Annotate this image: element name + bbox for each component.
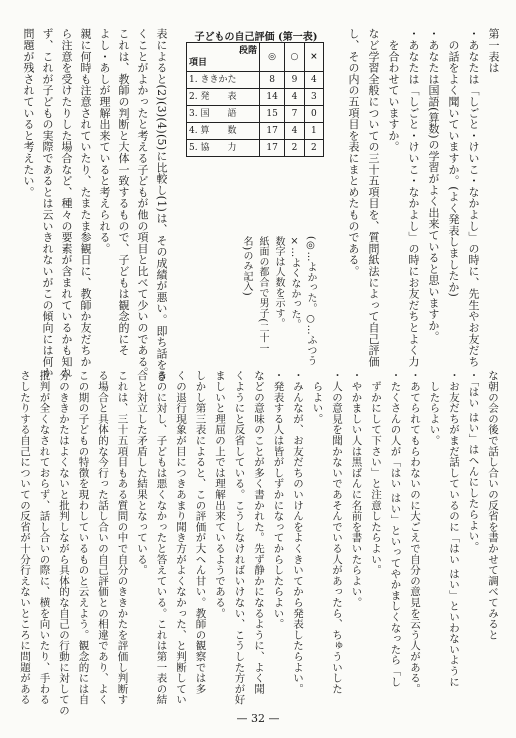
table-row	[187, 89, 324, 106]
corner-stage-label: 段階	[238, 46, 257, 56]
table-title: 子どもの自己評価 (第一表)	[194, 32, 318, 43]
bottom-block-line: 批判が全くなされておらず、話し合いの際に、横を向いたり、手わる	[38, 370, 51, 705]
cell: 1	[304, 123, 323, 140]
table-header-row	[187, 43, 324, 72]
bottom-block-line: ・人の意見を聞かないであそんでいる人があったら、ちゅういした	[331, 370, 343, 694]
header-circle: ○	[285, 43, 305, 72]
left-block-line: 表によると(2)(3)(4)(5)に比較し(1)は、その成績が悪い。即ち話をき	[155, 28, 168, 382]
table-row	[187, 106, 324, 123]
bottom-block-line: る場合と具体的な今行った話し合いの自己評価との相違であり、よく	[97, 370, 109, 705]
bottom-block-line: くようにと反省している。こうしなければいけない、こうした方が好	[233, 370, 246, 705]
bottom-block-line: などの意味のことが多く書かれた。先ず静かになるように、よく聞	[253, 370, 265, 694]
cell: 4	[285, 123, 305, 140]
cell: 14	[260, 89, 285, 106]
bottom-block-line: くの退行現象が目につきあまり聞き方がよくなかった、と判断してい	[175, 370, 187, 705]
legend-line: 数字は人数を示す。	[273, 236, 284, 329]
right-block-line: し、その内の五項目を表にまとめたものである。	[347, 28, 360, 277]
bottom-block-line: 分のききかたはよくないと批判しながら具体的な自己の行動に対しての	[58, 370, 70, 716]
bottom-block-line: るのに対し、子どもは悪くなかったと答えている。これは第一表の結	[155, 370, 168, 705]
cell: 8	[260, 72, 285, 89]
left-block-line: 親に何時も注意されていたり、たまたま参観日に、教師か友だちか	[79, 28, 92, 367]
bottom-block-line: ・お友だちがまだ話しているのに「はい はい」といわないように	[448, 370, 460, 687]
bottom-block-line: ・やかましい人は黒ばんに名前を書いたらよい。	[350, 370, 363, 608]
bottom-block-line: したらよい。	[428, 370, 441, 446]
bottom-block-line: ・みんなが、お友だちのいけんをよくきいてから発表したらよい。	[292, 370, 304, 694]
bottom-block-line: しかし第三表によると、この評価が大へん甘い。教師の観察では多	[194, 370, 207, 694]
bottom-block-line: これは、三十五項目もある質問の中で自分のききかたを評価し判断す	[116, 370, 129, 705]
row-label: 2. 発 表	[187, 89, 260, 106]
left-block-line: よし・あしが理解出来ていると考えられる。	[98, 28, 111, 254]
bottom-block-line: らよい。	[311, 370, 324, 424]
self-evaluation-table	[186, 42, 324, 157]
row-label: 4. 算 数	[187, 123, 260, 140]
right-block-line: を合わせていますか。	[387, 28, 400, 153]
bottom-block-line: さしたりする自己についての反省が十分行えないところに問題がある	[19, 370, 31, 705]
header-double-circle: ◎	[260, 43, 285, 72]
bottom-block-line: ・あてられてもらわないのに大ごえで自分の意見を云う人がある。	[409, 370, 421, 694]
table-row	[187, 123, 324, 140]
right-block-line: 第一表は	[487, 28, 500, 74]
legend-line: (◎…よかった。○…ふつう	[305, 236, 316, 366]
bottom-block-line: 合と対立した矛盾した結果となっている。	[136, 370, 148, 576]
table-row	[187, 72, 324, 89]
legend-line: 名)のみ記入)	[241, 236, 252, 296]
right-block-line: ・あなたは国語(算数)の学習がよく出来ていると思いますか。	[427, 28, 440, 343]
bottom-block-line: ・発表する人は皆がしずかになってからしたらよい。	[272, 370, 285, 630]
bottom-block-line: ずかにして下さい」と注意したらよい。	[370, 370, 382, 576]
cell: 4	[285, 89, 305, 106]
cell: 2	[304, 140, 323, 157]
bottom-block-line: ・たくさんの人が「はい はい」といってやかましくなったら「し	[389, 370, 402, 687]
cell: 15	[260, 106, 285, 123]
cell: 0	[304, 106, 323, 123]
page-number: — 32 —	[236, 712, 280, 725]
right-block-line: の話をよく聞いていますか。(よく発表しましたか)	[447, 28, 460, 298]
bottom-block-line: ・「はい はい」はへんにしたらよい。	[467, 370, 480, 552]
left-block-line: 問題が残されていると考えたい。	[22, 28, 35, 198]
left-block-line: これは、教師の判断と大体一致するもので、子どもは観念的にそ	[117, 28, 130, 356]
corner-item-label: 項目	[189, 58, 208, 68]
cell: 7	[285, 106, 305, 123]
legend-line: 紙面の都合で男子(二十一	[257, 236, 268, 354]
row-label: 1. ききかた	[187, 72, 260, 89]
left-block-line: ら注意を受けたりした場合など、種々の要素が含まれているかも知れ	[60, 28, 73, 379]
left-block-line: ず、これが子どもの実際であるとは云いきれないがこの傾向には何か	[41, 28, 54, 379]
right-block-line: ・あなたは「しごと・けいこ・なかよし」の時にお友だちとよく力	[407, 28, 420, 367]
cell: 3	[304, 89, 323, 106]
row-label: 5. 協 力	[187, 140, 260, 157]
bottom-block-line: ましいと理屈の上では理解出来ているようである。	[214, 370, 226, 619]
header-cross: ×	[304, 43, 323, 72]
bottom-block-line: この期の子どもの特徴を現わしているものと云えよう。観念的には自	[77, 370, 90, 705]
cell: 17	[260, 140, 285, 157]
cell: 2	[285, 140, 305, 157]
cell: 9	[285, 72, 305, 89]
right-block-line: など学習全般についての三十五項目を、質問紙法によって自己評価	[367, 28, 380, 367]
legend-line: ×…よくなかった。	[289, 236, 300, 330]
table-corner-header	[187, 43, 260, 72]
bottom-block-line: な朝の会の後で話し合いの反省を書かせて調べてみると	[487, 370, 499, 640]
cell: 17	[260, 123, 285, 140]
right-block-line: ・あなたは「しごと・けいこ・なかよし」の時に、先生やお友だち	[467, 28, 480, 367]
table-row	[187, 140, 324, 157]
cell: 4	[304, 72, 323, 89]
row-label: 3. 国 語	[187, 106, 260, 123]
left-block-line: くことがよかったと考える子どもが他の項目と比べて少いのである。	[136, 28, 149, 379]
